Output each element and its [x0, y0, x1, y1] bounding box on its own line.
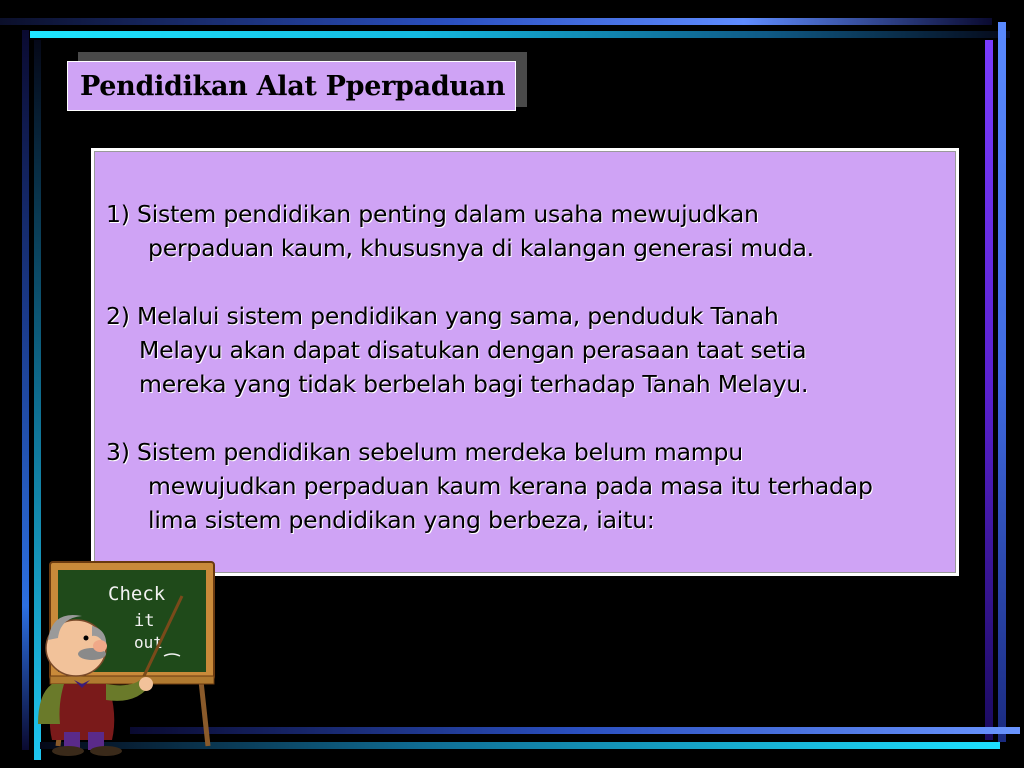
point-3-line-3: lima sistem pendidikan yang berbeza, iaitu: — [148, 506, 655, 534]
teacher-nose — [93, 640, 107, 652]
point-1-line-1: 1) Sistem pendidikan penting dalam usaha mewujudkan — [106, 200, 759, 228]
frame-line-right-inner — [985, 40, 993, 740]
point-3 — [94, 435, 873, 537]
teacher-shoe-right — [90, 746, 122, 756]
point-2-line-3: mereka yang tidak berbelah bagi terhadap Tanah Melayu. — [139, 370, 809, 398]
teacher-eye — [84, 636, 89, 641]
content-panel — [91, 148, 959, 576]
point-3-line-2: mewujudkan perpaduan kaum kerana pada masa itu terhadap — [148, 472, 873, 500]
point-3-line-1: 3) Sistem pendidikan sebelum merdeka belum mampu — [106, 438, 743, 466]
teacher-hand — [139, 677, 153, 691]
frame-line-top-inner — [30, 31, 1010, 38]
chalkboard-text-3: out — [134, 633, 163, 652]
teacher-chalkboard-icon — [26, 556, 226, 756]
easel-leg-right — [201, 681, 208, 746]
frame-line-top-outer — [0, 18, 992, 25]
point-2-line-2: Melayu akan dapat disatukan dengan perasaan taat setia — [139, 336, 807, 364]
chalk-tray — [50, 676, 214, 684]
point-2 — [94, 299, 808, 401]
point-1 — [94, 197, 814, 265]
frame-line-bottom-outer — [130, 727, 1020, 734]
chalkboard-text-2: it — [134, 611, 155, 631]
point-1-line-2: perpaduan kaum, khususnya di kalangan generasi muda. — [148, 234, 814, 262]
slide-title: Pendidikan Alat Pperpaduan — [80, 70, 506, 102]
frame-line-right-outer — [998, 22, 1006, 742]
point-2-line-1: 2) Melalui sistem pendidikan yang sama, penduduk Tanah — [106, 302, 779, 330]
title-box — [67, 61, 516, 111]
teacher-shoe-left — [52, 746, 84, 756]
chalkboard-text-1: Check — [108, 583, 166, 605]
